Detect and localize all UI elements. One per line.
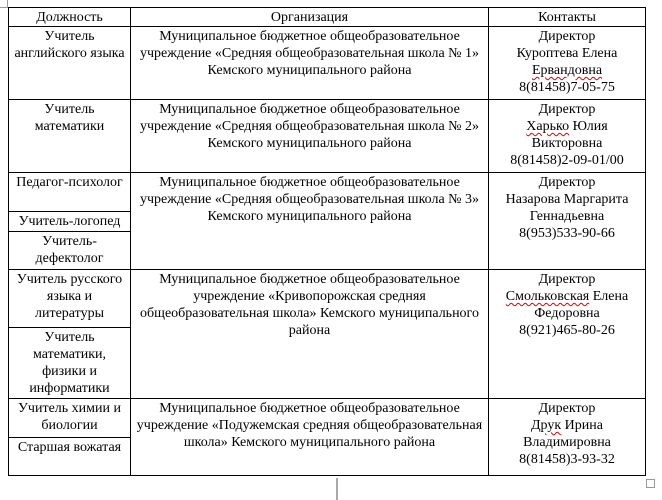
misspelled-word: Смольковская [505, 289, 590, 304]
contact-phone: 8(81458)2-09-01/00 [510, 153, 624, 168]
table-row [9, 100, 646, 173]
position-cell: Учитель английского языка [9, 27, 131, 100]
contact-name: Харько Юлия Викторовна [526, 119, 608, 151]
organization-cell: Муниципальное бюджетное общеобразовательное учреждение «Средняя общеобразовательная школа № 3» Кемского муниципального района [131, 173, 489, 270]
position-cell: Учитель математики [9, 100, 131, 173]
header-organization: Организация [131, 8, 489, 27]
table-row [9, 399, 646, 438]
contact-role: Директор [538, 401, 596, 416]
contact-name: Смольковская Елена Федоровна [505, 289, 629, 321]
text-cursor [336, 478, 338, 500]
contact-cell [489, 399, 646, 476]
organization-cell: Муниципальное бюджетное общеобразовательное учреждение «Подужемская средняя общеобразовательная школа» Кемского муниципального района [131, 399, 489, 476]
document-table-container [8, 7, 645, 476]
position-cell: Педагог-психолог [9, 173, 131, 212]
contact-name: Куроптева Елена Ервандовна [516, 46, 618, 78]
contact-phone: 8(81458)7-05-75 [519, 80, 615, 95]
position-cell: Учитель-логопед [9, 212, 131, 232]
contact-cell [489, 270, 646, 399]
misspelled-word: Ервандовна [531, 63, 603, 78]
contact-role: Директор [538, 175, 596, 190]
header-position: Должность [9, 8, 131, 27]
contact-role: Директор [538, 102, 596, 117]
position-cell: Учитель химии и биологии [9, 399, 131, 438]
position-cell: Старшая вожатая [9, 438, 131, 476]
contact-name: Друк Ирина Владимировна [523, 418, 611, 450]
position-cell: Учитель-дефектолог [9, 232, 131, 270]
contact-phone: 8(953)533-90-66 [519, 226, 615, 241]
contact-phone: 8(81458)3-93-32 [519, 452, 615, 467]
misspelled-word: Харько [526, 119, 570, 134]
position-cell: Учитель математики, физики и информатики [9, 328, 131, 399]
contact-cell [489, 100, 646, 173]
position-cell: Учитель русского языка и литературы [9, 270, 131, 328]
table-resize-handle-icon[interactable] [646, 479, 655, 488]
table-header-row [9, 8, 646, 27]
misspelled-word: Друк [531, 418, 562, 433]
organization-cell: Муниципальное бюджетное общеобразовательное учреждение «Кривопорожская средняя общеобразовательная школа» Кемского муниципального района [131, 270, 489, 399]
contact-cell [489, 173, 646, 270]
organization-cell: Муниципальное бюджетное общеобразовательное учреждение «Средняя общеобразовательная школа № 2» Кемского муниципального района [131, 100, 489, 173]
table-row [9, 173, 646, 212]
vacancies-table [8, 7, 646, 476]
contact-name: Назарова Маргарита Геннадьевна [505, 192, 629, 224]
header-contacts: Контакты [489, 8, 646, 27]
table-row [9, 27, 646, 100]
table-row [9, 270, 646, 328]
table-move-handle-icon[interactable] [0, 0, 8, 8]
contact-role: Директор [538, 29, 596, 44]
contact-role: Директор [538, 272, 596, 287]
contact-cell [489, 27, 646, 100]
organization-cell: Муниципальное бюджетное общеобразовательное учреждение «Средняя общеобразовательная школа № 1» Кемского муниципального района [131, 27, 489, 100]
contact-phone: 8(921)465-80-26 [519, 323, 615, 338]
